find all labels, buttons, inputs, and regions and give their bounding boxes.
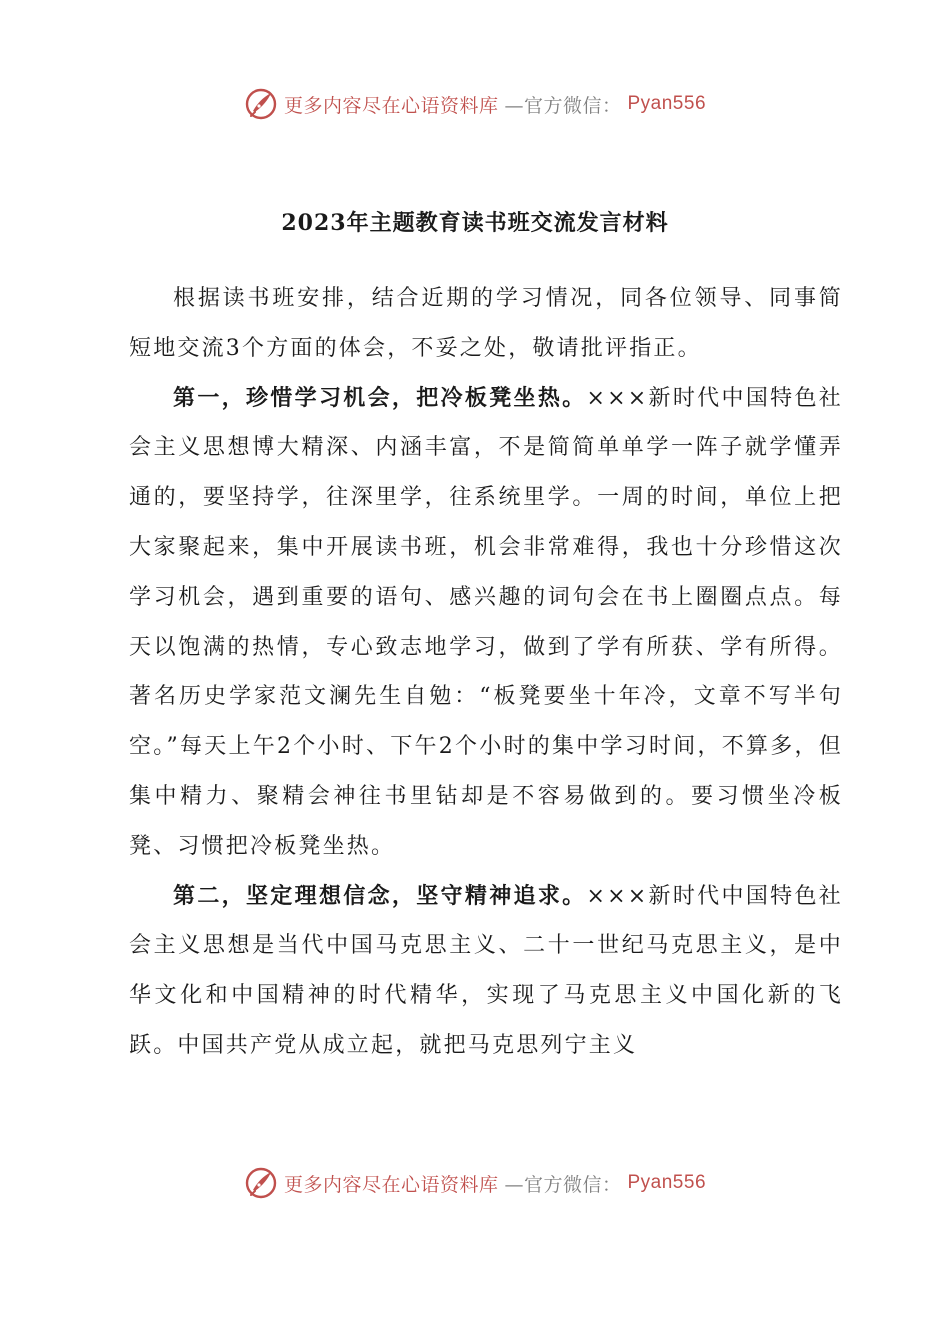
header-banner xyxy=(0,84,950,124)
section-body-1: ×××新时代中国特色社会主义思想博大精深、内涵丰富，不是简简单单学一阵子就学懂弄通的，要坚持学，往深里学，往系统里学。一周的时间，单位上把大家聚起来，集中开展读书班，机会非常难得，我也十分珍惜这次学习机会，遇到重要的语句、感兴趣的词句会在书上圈圈点点。每天以饱满的热情，专心致志地学习，做到了学有所获、学有所得。著名历史学家范文澜先生自勉：“板凳要坐十年冷，文章不写半句空。”每天上午2个小时、下午2个小时的集中学习时间，不算多，但集中精力、聚精会神往书里钻却是不容易做到的。要习惯坐冷板凳、习惯把冷板凳坐热。 xyxy=(129,385,843,859)
quill-pen-seal-icon xyxy=(244,1166,278,1200)
section-body-2: ×××新时代中国特色社会主义思想是当代中国马克思主义、二十一世纪马克思主义，是中华文化和中国精神的时代精华，实现了马克思主义中国化新的飞跃。中国共产党从成立起，就把马克思列宁主义 xyxy=(129,883,843,1058)
section-paragraph-2 xyxy=(129,872,843,1071)
footer-wechat-label: —官方微信： xyxy=(504,1173,622,1196)
intro-paragraph: 根据读书班安排，结合近期的学习情况，同各位领导、同事简短地交流3个方面的体会，不妥之处，敬请批评指正。 xyxy=(129,286,843,361)
header-wechat-id: Pyan556 xyxy=(627,93,707,114)
document-title: 2023年主题教育读书班交流发言材料 xyxy=(281,210,669,236)
footer-banner xyxy=(0,1163,950,1203)
header-brand-text: 更多内容尽在心语资料库 xyxy=(283,94,499,117)
section-paragraph-1 xyxy=(129,374,843,872)
section-lead-2: 第二，坚定理想信念，坚守精神追求。 xyxy=(173,882,587,909)
footer-wechat-id: Pyan556 xyxy=(627,1172,707,1193)
document-body xyxy=(129,274,843,1071)
footer-brand-text: 更多内容尽在心语资料库 xyxy=(283,1173,499,1196)
section-lead-1: 第一，珍惜学习机会，把冷板凳坐热。 xyxy=(173,384,587,411)
quill-pen-seal-icon xyxy=(244,87,278,121)
header-wechat-label: —官方微信： xyxy=(504,94,622,117)
